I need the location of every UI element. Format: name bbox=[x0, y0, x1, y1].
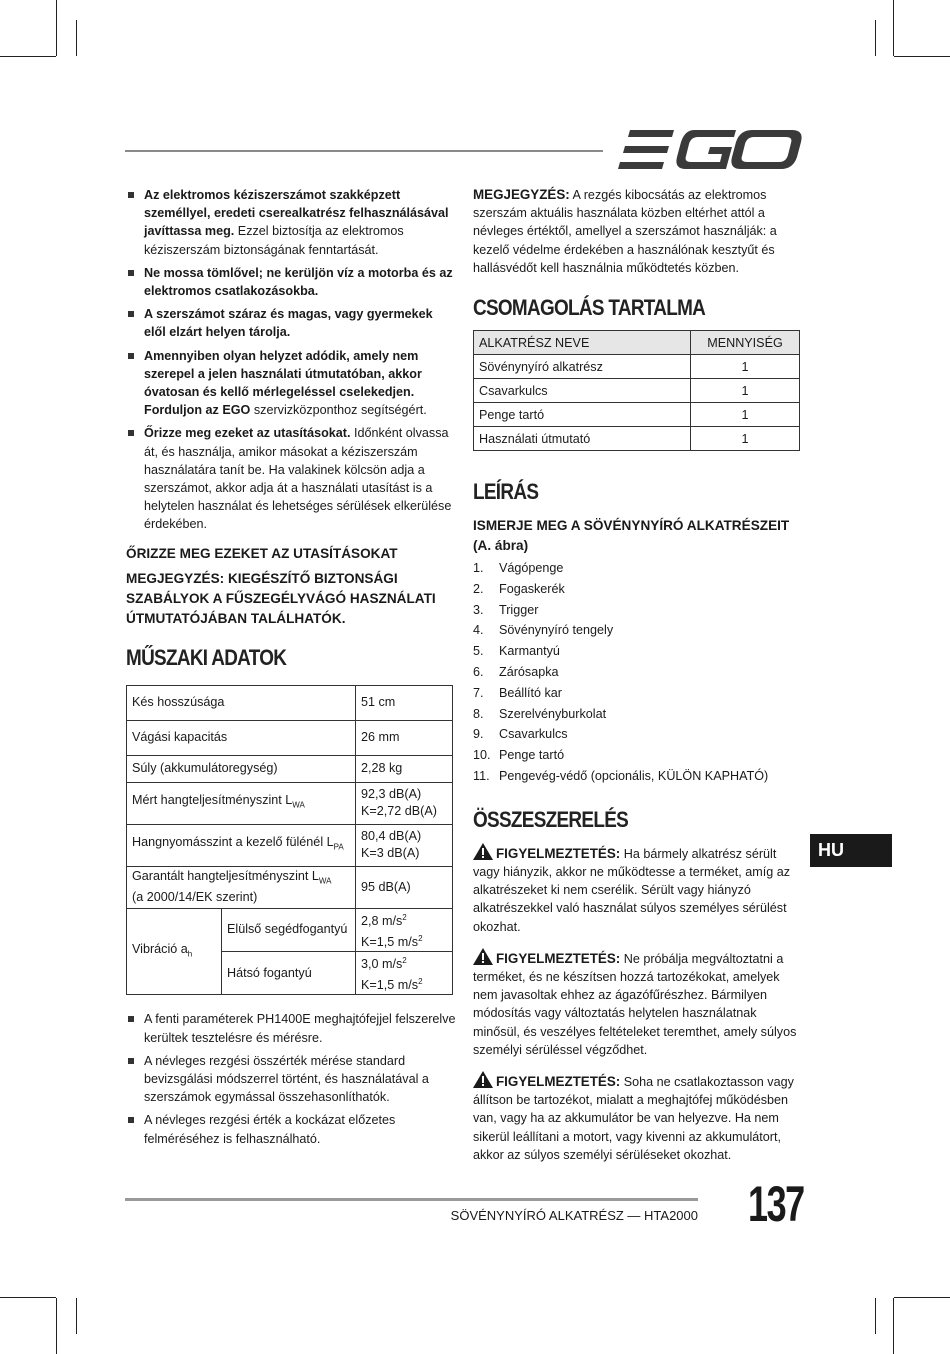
warning-icon bbox=[473, 843, 493, 860]
item-qty: 1 bbox=[691, 427, 800, 451]
list-item: A szerszámot száraz és magas, vagy gyermekek elől elzárt helyen tárolja. bbox=[126, 305, 456, 341]
parts-list bbox=[473, 558, 803, 787]
crop-mark bbox=[894, 1297, 950, 1298]
table-row bbox=[127, 782, 453, 824]
spec-notes bbox=[126, 1010, 456, 1147]
footer-rule bbox=[125, 1198, 698, 1201]
spec-label: Hangnyomásszint a kezelő fülénél $L_{PA}$ bbox=[127, 824, 356, 866]
list-item: A fenti paraméterek PH1400E meghajtófejjel felszerelve kerültek tesztelésre és mérésre. bbox=[126, 1010, 456, 1046]
list-item: 1. Vágópenge bbox=[473, 561, 564, 576]
list-item: A névleges rezgési összérték mérése standard bevizsgálási módszerrel történt, és használatával a szerszámok egymással összehasonlíthatók. bbox=[126, 1052, 456, 1107]
crop-mark bbox=[0, 1297, 56, 1298]
list-item: 4. Sövénynyíró tengely bbox=[473, 623, 614, 638]
warnings bbox=[473, 843, 803, 1164]
crop-mark bbox=[76, 20, 77, 56]
crop-mark bbox=[894, 56, 950, 57]
package-contents-table bbox=[473, 330, 800, 451]
safety-bullets bbox=[126, 186, 456, 534]
spec-label: Mért hangteljesítményszint $L_{WA}$ bbox=[127, 782, 356, 824]
spec-value: 2,28 kg bbox=[356, 755, 453, 782]
list-item: Amennyiben olyan helyzet adódik, amely nem szerepel a jelen használati útmutatóban, akkor óvatosan és kellő mérlegeléssel cselekedjen. Forduljon az EGO szervizközponthoz segítségért. bbox=[126, 347, 456, 420]
language-tab: HU bbox=[810, 834, 892, 867]
header-rule bbox=[125, 150, 603, 152]
footer-title: SÖVÉNYNYÍRÓ ALKATRÉSZ — HTA2000 bbox=[450, 1208, 698, 1223]
crop-mark bbox=[875, 1298, 876, 1334]
keep-instructions-heading: ŐRIZZE MEG EZEKET AZ UTASÍTÁSOKAT bbox=[126, 545, 398, 561]
specs-title: MŰSZAKI ADATOK bbox=[126, 644, 287, 670]
page-number: 137 bbox=[748, 1176, 804, 1232]
table-row bbox=[474, 355, 800, 379]
list-item: 3. Trigger bbox=[473, 602, 539, 617]
table-row bbox=[127, 755, 453, 782]
item-qty: 1 bbox=[691, 355, 800, 379]
warning-icon bbox=[473, 948, 493, 965]
parts-subtitle: ISMERJE MEG A SÖVÉNYNYÍRÓ ALKATRÉSZEIT (A. ábra) bbox=[473, 518, 790, 554]
warning-paragraph: FIGYELMEZTETÉS: Ne próbálja megváltoztatni a terméket, és ne készítsen hozzá tartozékokat, amelyek nem javasoltak ehhez az ágazófűrészhez. Bármilyen módosítás vagy változtatás helytelen használatnak minősül, és veszélyes feltételeket teremthet, amely súlyos személyi sérüléssel végződhet. bbox=[473, 948, 803, 1059]
spec-value: 80,4 dB(A) K=3 dB(A) bbox=[356, 824, 453, 866]
table-row bbox=[127, 824, 453, 866]
right-column bbox=[473, 186, 803, 1176]
column-header: MENNYISÉG bbox=[691, 331, 800, 355]
list-item: Őrizze meg ezeket az utasításokat. Időnként olvassa át, és használja, amikor másokat a kéziszerszám használatára tanít be. Ha valakinek kölcsön adja a szerszámot, akkor adja át a használati utasítást is a helytelen használat és lehetséges sérülések elkerülése érdekében. bbox=[126, 424, 456, 533]
spec-value: 3,0 $m/s^2$ K=1,5 $m/s^2$ bbox=[356, 952, 453, 995]
table-header-row bbox=[474, 331, 800, 355]
list-item: 8. Szerelvényburkolat bbox=[473, 706, 607, 721]
spec-label: Súly (akkumulátoregység) bbox=[127, 755, 356, 782]
list-item: 10. Penge tartó bbox=[473, 748, 565, 763]
crop-mark bbox=[893, 0, 894, 56]
list-item: 9. Csavarkulcs bbox=[473, 727, 568, 742]
spec-value: 51 cm bbox=[356, 685, 453, 720]
table-row bbox=[474, 379, 800, 403]
spec-label: Vibráció $a_h$ bbox=[127, 908, 222, 995]
table-row bbox=[127, 720, 453, 755]
spec-label: Garantált hangteljesítményszint $L_{WA}$ (a 2000/14/EK szerint) bbox=[127, 866, 356, 908]
column-header: ALKATRÉSZ NEVE bbox=[474, 331, 691, 355]
package-contents-title: CSOMAGOLÁS TARTALMA bbox=[473, 295, 706, 321]
list-item: 11. Pengevég-védő (opcionális, KÜLÖN KAPHATÓ) bbox=[473, 768, 769, 783]
spec-value: 95 dB(A) bbox=[356, 866, 453, 908]
item-name: Penge tartó bbox=[474, 403, 691, 427]
crop-mark bbox=[76, 1298, 77, 1334]
item-name: Csavarkulcs bbox=[474, 379, 691, 403]
warning-paragraph: FIGYELMEZTETÉS: Soha ne csatlakoztasson vagy állítson be tartozékot, mialatt a meghajtófej működésben van, vagy ha az akkumulátor be van helyezve. Ha nem sikerül leállítani a motort, vagy kivenni az akkumulátort, akkor az súlyos személyi sérüléseket okozhat. bbox=[473, 1071, 803, 1164]
spec-value: 2,8 $m/s^2$ K=1,5 $m/s^2$ bbox=[356, 908, 453, 951]
item-qty: 1 bbox=[691, 403, 800, 427]
crop-mark bbox=[56, 0, 57, 56]
left-column bbox=[126, 186, 456, 1153]
spec-label: Vágási kapacitás bbox=[127, 720, 356, 755]
table-row bbox=[127, 866, 453, 908]
warning-paragraph: FIGYELMEZTETÉS: Ha bármely alkatrész sérült vagy hiányzik, akkor ne működtesse a terméket, amíg az alkatrészeket ki nem cserélik. Sérült vagy hiányzó alkatrészekkel való használat súlyos személyes sérülést okozhat. bbox=[473, 843, 803, 936]
list-item: Az elektromos kéziszerszámot szakképzett személlyel, eredeti cserealkatrész felhasználásával javíttassa meg. Ezzel biztosítja az elektromos kéziszerszám biztonságának fenntartását. bbox=[126, 186, 456, 259]
spec-value: 92,3 dB(A) K=2,72 dB(A) bbox=[356, 782, 453, 824]
crop-mark bbox=[56, 1298, 57, 1354]
supplementary-note-heading: MEGJEGYZÉS: KIEGÉSZÍTŐ BIZTONSÁGI SZABÁLYOK A FŰSZEGÉLYVÁGÓ HASZNÁLATI ÚTMUTATÓJÁBAN TALÁLHATÓK. bbox=[126, 570, 436, 626]
crop-mark bbox=[875, 20, 876, 56]
spec-sublabel: Hátsó fogantyú bbox=[222, 952, 356, 995]
vibration-note: MEGJEGYZÉS: A rezgés kibocsátás az elektromos szerszám aktuális használata közben eltérhet attól a névleges értéktől, amellyel a szerszámot használják: a kezelő védelme érdekében a használónak kesztyűt és hallásvédőt kell használnia működtetés közben. bbox=[473, 187, 777, 275]
crop-mark bbox=[0, 56, 56, 57]
list-item: Ne mossa tömlővel; ne kerüljön víz a motorba és az elektromos csatlakozásokba. bbox=[126, 264, 456, 300]
spec-value: 26 mm bbox=[356, 720, 453, 755]
table-row bbox=[127, 908, 453, 951]
list-item: A névleges rezgési érték a kockázat előzetes felméréséhez is felhasználható. bbox=[126, 1111, 456, 1147]
description-title: LEÍRÁS bbox=[473, 479, 539, 505]
table-row bbox=[474, 403, 800, 427]
specs-table bbox=[126, 685, 453, 996]
assembly-title: ÖSSZESZERELÉS bbox=[473, 806, 629, 832]
list-item: 5. Karmantyú bbox=[473, 644, 560, 659]
list-item: 6. Zárósapka bbox=[473, 665, 559, 679]
item-name: Sövénynyíró alkatrész bbox=[474, 355, 691, 379]
table-row bbox=[474, 427, 800, 451]
list-item: 7. Beállító kar bbox=[473, 685, 562, 700]
warning-icon bbox=[473, 1071, 493, 1088]
list-item: 2. Fogaskerék bbox=[473, 581, 565, 596]
spec-label: Kés hosszúsága bbox=[127, 685, 356, 720]
ego-logo bbox=[616, 128, 802, 172]
crop-mark bbox=[893, 1298, 894, 1354]
item-name: Használati útmutató bbox=[474, 427, 691, 451]
item-qty: 1 bbox=[691, 379, 800, 403]
spec-sublabel: Elülső segédfogantyú bbox=[222, 908, 356, 951]
table-row bbox=[127, 685, 453, 720]
